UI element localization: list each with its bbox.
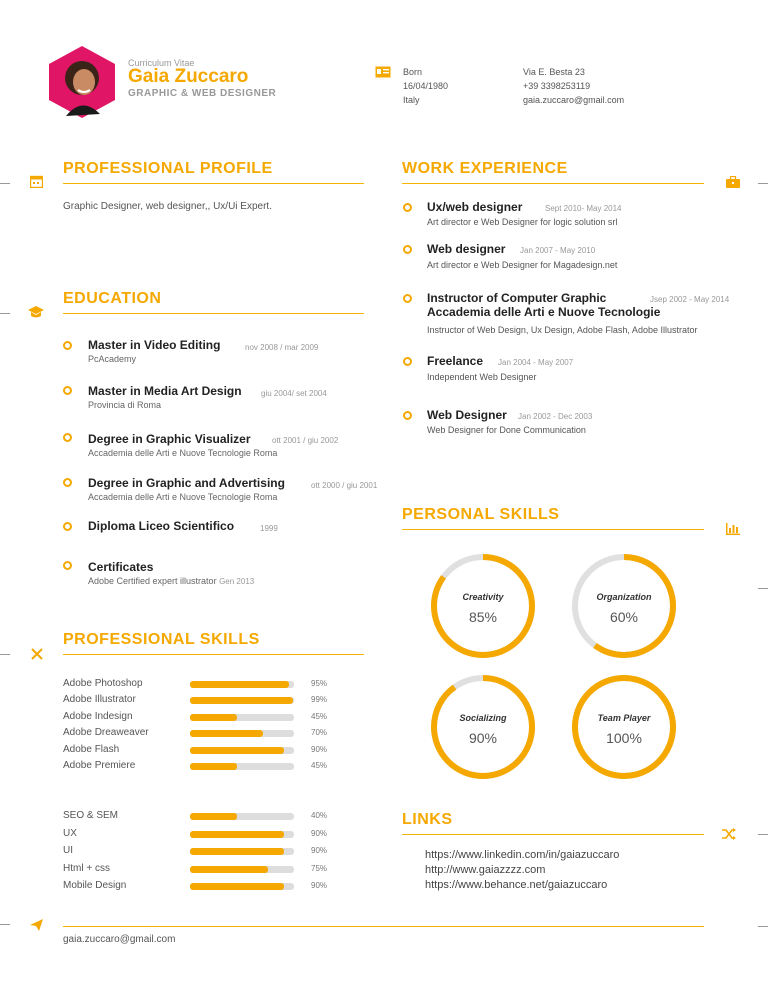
edu-date: giu 2004/ set 2004	[261, 389, 327, 398]
born-country: Italy	[403, 95, 420, 105]
links-rule	[402, 834, 704, 835]
born-label: Born	[403, 67, 423, 77]
skill-percent: 90%	[311, 744, 328, 754]
work-date: Jsep 2002 - May 2014	[650, 295, 730, 304]
bar-chart-icon	[726, 522, 740, 540]
skill-label: Adobe Indesign	[63, 710, 133, 722]
bullet-ring-icon	[403, 357, 412, 366]
skill-bar	[190, 883, 294, 890]
edu-place: Provincia di Roma	[88, 400, 162, 410]
skill-bar-fill	[190, 866, 268, 873]
skill-bar	[190, 848, 294, 855]
edu-date: ott 2000 / giu 2001	[311, 481, 378, 490]
edu-title: Degree in Graphic Visualizer	[88, 432, 251, 446]
role: GRAPHIC & WEB DESIGNER	[128, 88, 277, 99]
skill-bar	[190, 681, 294, 688]
skill-ring	[434, 678, 532, 776]
divider	[0, 183, 10, 184]
edu-date: nov 2008 / mar 2009	[245, 343, 319, 352]
skill-label: Adobe Photoshop	[63, 678, 143, 689]
bullet-ring-icon	[63, 522, 72, 531]
graduation-cap-icon	[28, 306, 44, 324]
work-date: Jan 2002 - Dec 2003	[518, 412, 593, 421]
skill-ring	[575, 678, 673, 776]
edu-date: 1999	[260, 524, 278, 533]
phone: +39 3398253119	[523, 81, 591, 91]
skill-ring	[434, 557, 532, 655]
skill-bar-fill	[190, 697, 293, 704]
personal-skills-title: PERSONAL SKILLS	[402, 506, 560, 523]
skill-percent: 99%	[311, 695, 328, 705]
link-item[interactable]: http://www.gaiazzzz.com	[425, 864, 546, 876]
divider	[758, 926, 768, 927]
edu-title: Master in Video Editing	[88, 338, 221, 352]
ring-value-arc	[575, 678, 673, 776]
send-icon	[30, 918, 43, 936]
links-list	[425, 848, 619, 893]
profile-title: PROFESSIONAL PROFILE	[63, 160, 273, 177]
edu-title: Master in Media Art Design	[88, 384, 242, 398]
divider	[0, 654, 10, 655]
skill-bar-fill	[190, 831, 284, 838]
work-desc: Instructor of Web Design, Ux Design, Adobe Flash, Adobe Illustrator	[427, 325, 698, 335]
skill-bar	[190, 714, 294, 721]
skill-bar-fill	[190, 883, 284, 890]
ring-label: Team Player	[597, 713, 651, 723]
skill-label: Html + css	[63, 862, 110, 874]
briefcase-icon	[726, 175, 740, 193]
skill-bar	[190, 831, 294, 838]
work-desc: Web Designer for Done Communication	[427, 425, 586, 435]
skill-bar	[190, 866, 294, 873]
skill-bar-fill	[190, 813, 237, 820]
ring-label: Organization	[596, 592, 652, 602]
work-date: Sept 2010- May 2014	[545, 204, 622, 213]
skill-percent: 45%	[311, 761, 328, 770]
address: Via E. Besta 23	[523, 67, 585, 77]
skill-bar	[190, 730, 294, 737]
name: Gaia Zuccaro	[128, 66, 249, 87]
footer-email[interactable]: gaia.zuccaro@gmail.com	[63, 934, 176, 945]
edu-place-line	[88, 576, 254, 586]
skill-percent: 95%	[311, 679, 328, 688]
bullet-ring-icon	[403, 245, 412, 254]
skill-bar-fill	[190, 848, 284, 855]
skill-percent: 70%	[311, 728, 328, 738]
bullet-ring-icon	[63, 433, 72, 442]
work-date: Jan 2007 - May 2010	[520, 246, 596, 255]
skill-bar	[190, 763, 294, 770]
work-desc: Art director e Web Designer for logic solution srl	[427, 217, 618, 227]
bullet-ring-icon	[63, 386, 72, 395]
skill-bar	[190, 813, 294, 820]
work-title-line2: Accademia delle Arti e Nuove Tecnologie	[427, 305, 661, 319]
education-title: EDUCATION	[63, 290, 162, 307]
edu-title: Diploma Liceo Scientifico	[88, 519, 235, 533]
personal-skills-rings	[402, 540, 702, 790]
bullet-ring-icon	[403, 294, 412, 303]
skill-percent: 90%	[311, 881, 328, 890]
work-desc: Independent Web Designer	[427, 372, 537, 382]
edu-place: PcAcademy	[88, 354, 137, 364]
edu-title: Degree in Graphic and Advertising	[88, 476, 285, 490]
link-item[interactable]: https://www.behance.net/gaiazuccaro	[425, 879, 608, 891]
edu-place: Adobe Certified expert illustrator	[88, 576, 217, 586]
skill-label: UX	[63, 827, 77, 839]
work-desc: Art director e Web Designer for Magadesign.net	[427, 260, 618, 270]
ring-value-arc	[434, 678, 532, 776]
born-date: 16/04/1980	[403, 81, 449, 91]
bullet-ring-icon	[63, 478, 72, 487]
cv-label: Curriculum Vitae	[128, 58, 195, 68]
skill-bar-fill	[190, 681, 289, 688]
ring-percent: 90%	[468, 730, 498, 746]
bullet-ring-icon	[63, 341, 72, 350]
skill-percent: 40%	[311, 811, 328, 820]
edu-title: Certificates	[88, 560, 154, 574]
ring-percent: 85%	[468, 609, 498, 625]
bullet-ring-icon	[403, 411, 412, 420]
footer-rule	[63, 926, 704, 927]
skill-bar-fill	[190, 747, 284, 754]
work-title: Instructor of Computer Graphic	[427, 291, 607, 305]
skill-label: Adobe Dreaweaver	[63, 727, 149, 739]
work-rule	[402, 183, 704, 184]
ring-label: Socializing	[459, 713, 507, 723]
bullet-ring-icon	[403, 203, 412, 212]
tools-icon	[30, 647, 44, 666]
bullet-ring-icon	[63, 561, 72, 570]
pro-skills-rule	[63, 654, 364, 655]
ring-label: Creativity	[462, 592, 504, 602]
profile-text: Graphic Designer, web designer,, Ux/Ui Expert.	[63, 201, 272, 212]
divider	[758, 588, 768, 589]
pro-skills-title: PROFESSIONAL SKILLS	[63, 631, 260, 648]
id-card-icon	[375, 65, 391, 83]
skill-bar-fill	[190, 730, 263, 737]
work-title: Ux/web designer	[427, 200, 523, 214]
skill-percent: 75%	[311, 863, 328, 873]
education-rule	[63, 313, 364, 314]
skill-label: SEO & SEM	[63, 810, 119, 821]
avatar	[44, 44, 120, 120]
work-date: Jan 2004 - May 2007	[498, 358, 574, 367]
skill-label: Adobe Flash	[63, 743, 120, 755]
edu-place: Accademia delle Arti e Nuove Tecnologie Roma	[88, 492, 278, 502]
edu-place-date: Gen 2013	[219, 577, 255, 586]
divider	[758, 183, 768, 184]
ring-percent: 60%	[609, 609, 639, 625]
skill-bar-fill	[190, 714, 237, 721]
skill-bar	[190, 697, 294, 704]
divider	[758, 834, 768, 835]
work-title: WORK EXPERIENCE	[402, 160, 568, 177]
skill-bar-fill	[190, 763, 237, 770]
divider	[0, 313, 10, 314]
personal-skills-rule	[402, 529, 704, 530]
calendar-icon	[30, 175, 43, 193]
work-title: Web Designer	[427, 408, 507, 422]
skill-label: Mobile Design	[63, 880, 127, 891]
divider	[0, 924, 10, 925]
skill-percent: 90%	[311, 828, 328, 838]
skill-percent: 90%	[311, 846, 328, 855]
skill-bar	[190, 747, 294, 754]
skill-percent: 45%	[311, 711, 328, 721]
link-item[interactable]: https://www.linkedin.com/in/gaiazuccaro	[425, 849, 620, 861]
ring-percent: 100%	[606, 730, 642, 746]
birth-info	[403, 65, 448, 107]
contact-info	[523, 65, 624, 107]
shuffle-icon	[722, 827, 736, 845]
profile-rule	[63, 183, 364, 184]
email[interactable]: gaia.zuccaro@gmail.com	[523, 95, 625, 105]
work-title: Freelance	[427, 354, 484, 368]
edu-place: Accademia delle Arti e Nuove Tecnologie Roma	[88, 448, 278, 458]
edu-date: ott 2001 / giu 2002	[272, 436, 339, 445]
skill-label: Adobe Illustrator	[63, 694, 136, 706]
skill-label: UI	[63, 845, 73, 856]
links-title: LINKS	[402, 811, 453, 828]
skill-label: Adobe Premiere	[63, 760, 136, 771]
work-title: Web designer	[427, 242, 506, 256]
skill-ring	[575, 557, 673, 655]
